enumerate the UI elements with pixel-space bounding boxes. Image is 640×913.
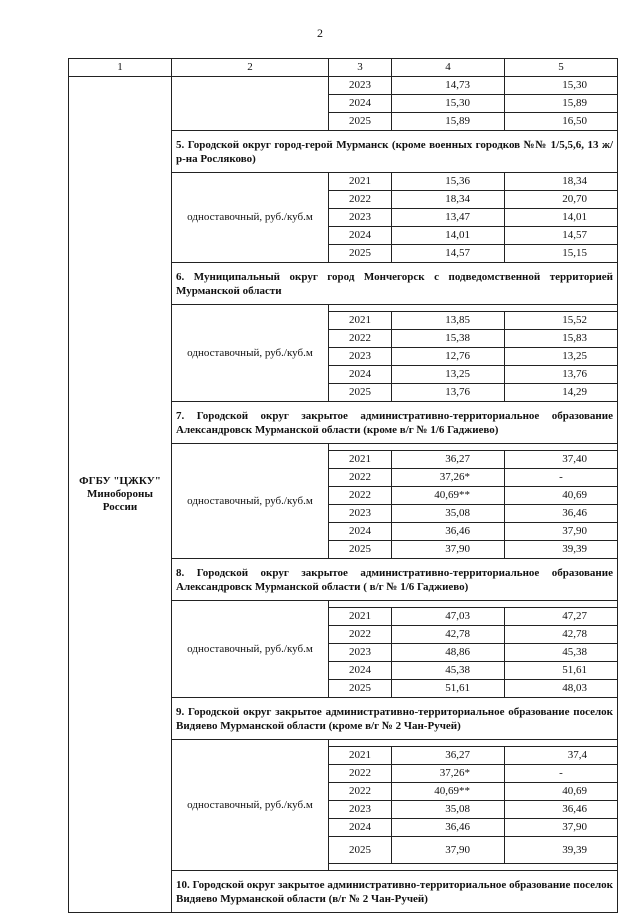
value-col5: 14,01: [505, 209, 618, 227]
year-cell: 2022: [329, 330, 392, 348]
value-col5: 15,15: [505, 245, 618, 263]
header-col-3: 3: [329, 59, 392, 77]
section-title: 6. Муниципальный округ город Мончегорск с подведомственной территорией Мурманской области: [172, 263, 618, 305]
year-cell: 2022: [329, 487, 392, 505]
value-col5: 15,83: [505, 330, 618, 348]
year-cell: 2025: [329, 837, 392, 864]
year-cell: 2024: [329, 95, 392, 113]
section-title: 8. Городской округ закрытое административно-территориальное образование Александровск Мурманской области ( в/г № 1/6 Гаджиево): [172, 559, 618, 601]
value-col4: 42,78: [392, 626, 505, 644]
value-col4: 18,34: [392, 191, 505, 209]
year-cell: 2021: [329, 747, 392, 765]
year-cell: 2023: [329, 801, 392, 819]
value-col4: 40,69**: [392, 487, 505, 505]
value-col5: 45,38: [505, 644, 618, 662]
value-col4: 37,26*: [392, 469, 505, 487]
value-col5: 37,40: [505, 451, 618, 469]
value-col5: 48,03: [505, 680, 618, 698]
value-col5: 14,29: [505, 384, 618, 402]
year-cell: 2024: [329, 523, 392, 541]
value-col4: 36,27: [392, 451, 505, 469]
value-col4: 37,90: [392, 837, 505, 864]
value-col5: -: [505, 469, 618, 487]
tariff-unit: одноставочный, руб./куб.м: [172, 444, 329, 559]
year-cell: 2024: [329, 819, 392, 837]
value-col4: 37,90: [392, 541, 505, 559]
year-cell: 2022: [329, 626, 392, 644]
value-col4: 45,38: [392, 662, 505, 680]
year-cell: 2023: [329, 644, 392, 662]
value-col4: 13,25: [392, 366, 505, 384]
year-cell: 2022: [329, 469, 392, 487]
value-col4: 14,73: [392, 77, 505, 95]
value-col4: 35,08: [392, 505, 505, 523]
year-cell: 2025: [329, 680, 392, 698]
value-col4: 37,26*: [392, 765, 505, 783]
value-col5: 14,57: [505, 227, 618, 245]
organization-cell: [69, 77, 172, 913]
value-col5: 13,76: [505, 366, 618, 384]
value-col4: 35,08: [392, 801, 505, 819]
section-title: 5. Городской округ город-герой Мурманск (кроме военных городков №№ 1/5,5,6, 13 ж/р-на Росляково): [172, 131, 618, 173]
value-col5: 51,61: [505, 662, 618, 680]
year-cell: 2021: [329, 608, 392, 626]
value-col4: 13,85: [392, 312, 505, 330]
spacer-cell: [329, 601, 618, 608]
value-col4: 15,30: [392, 95, 505, 113]
value-col5: 16,50: [505, 113, 618, 131]
header-col-2: 2: [172, 59, 329, 77]
value-col5: 36,46: [505, 505, 618, 523]
value-col4: 12,76: [392, 348, 505, 366]
value-col4: 15,89: [392, 113, 505, 131]
header-col-1: 1: [69, 59, 172, 77]
value-col5: 47,27: [505, 608, 618, 626]
value-col5: -: [505, 765, 618, 783]
value-col4: 15,36: [392, 173, 505, 191]
spacer-cell: [329, 740, 618, 747]
year-cell: 2024: [329, 366, 392, 384]
value-col5: 37,90: [505, 523, 618, 541]
value-col4: 36,46: [392, 819, 505, 837]
year-cell: 2023: [329, 209, 392, 227]
value-col5: 36,46: [505, 801, 618, 819]
tariff-table: [68, 58, 618, 913]
year-cell: 2023: [329, 77, 392, 95]
year-cell: 2022: [329, 765, 392, 783]
year-cell: 2022: [329, 783, 392, 801]
year-cell: 2025: [329, 384, 392, 402]
section-title: 10. Городской округ закрытое административно-территориальное образование поселок Видяево Мурманской области (в/г № 2 Чан-Ручей): [172, 871, 618, 913]
value-col4: 14,57: [392, 245, 505, 263]
value-col4: 15,38: [392, 330, 505, 348]
value-col5: 13,25: [505, 348, 618, 366]
value-col5: 37,90: [505, 819, 618, 837]
value-col4: 48,86: [392, 644, 505, 662]
value-col5: 40,69: [505, 487, 618, 505]
value-col4: 13,76: [392, 384, 505, 402]
value-col5: 15,89: [505, 95, 618, 113]
page-number: 2: [317, 26, 323, 40]
section-title: 9. Городской округ закрытое административно-территориальное образование поселок Видяево Мурманской области (кроме в/г № 2 Чан-Ручей): [172, 698, 618, 740]
tariff-unit: одноставочный, руб./куб.м: [172, 740, 329, 871]
year-cell: 2021: [329, 451, 392, 469]
value-col4: 36,46: [392, 523, 505, 541]
year-cell: 2025: [329, 113, 392, 131]
value-col4: 47,03: [392, 608, 505, 626]
value-col5: 39,39: [505, 837, 618, 864]
tariff-unit: одноставочный, руб./куб.м: [172, 305, 329, 402]
year-cell: 2021: [329, 312, 392, 330]
year-cell: 2025: [329, 541, 392, 559]
organization-name: ФГБУ "ЦЖКУ" Минобороны России: [79, 475, 161, 513]
year-cell: 2022: [329, 191, 392, 209]
unit-cell-empty: [172, 77, 329, 131]
year-cell: 2024: [329, 662, 392, 680]
section-title: 7. Городской округ закрытое административно-территориальное образование Александровск Мурманской области (кроме в/г № 1/6 Гаджиево): [172, 402, 618, 444]
year-cell: 2024: [329, 227, 392, 245]
value-col5: 15,52: [505, 312, 618, 330]
value-col5: 18,34: [505, 173, 618, 191]
table-header-row: [69, 59, 618, 77]
spacer-cell: [329, 305, 618, 312]
value-col4: 40,69**: [392, 783, 505, 801]
year-cell: 2023: [329, 505, 392, 523]
value-col4: 36,27: [392, 747, 505, 765]
year-cell: 2021: [329, 173, 392, 191]
value-col5: 15,30: [505, 77, 618, 95]
year-cell: 2023: [329, 348, 392, 366]
value-col5: 39,39: [505, 541, 618, 559]
value-col5: 37,4: [505, 747, 618, 765]
spacer-cell: [329, 444, 618, 451]
value-col4: 14,01: [392, 227, 505, 245]
header-col-4: 4: [392, 59, 505, 77]
tariff-unit: одноставочный, руб./куб.м: [172, 173, 329, 263]
table-row: [69, 77, 618, 95]
header-col-5: 5: [505, 59, 618, 77]
value-col5: 42,78: [505, 626, 618, 644]
spacer-cell: [329, 864, 618, 871]
year-cell: 2025: [329, 245, 392, 263]
value-col4: 51,61: [392, 680, 505, 698]
tariff-unit: одноставочный, руб./куб.м: [172, 601, 329, 698]
value-col4: 13,47: [392, 209, 505, 227]
value-col5: 20,70: [505, 191, 618, 209]
value-col5: 40,69: [505, 783, 618, 801]
